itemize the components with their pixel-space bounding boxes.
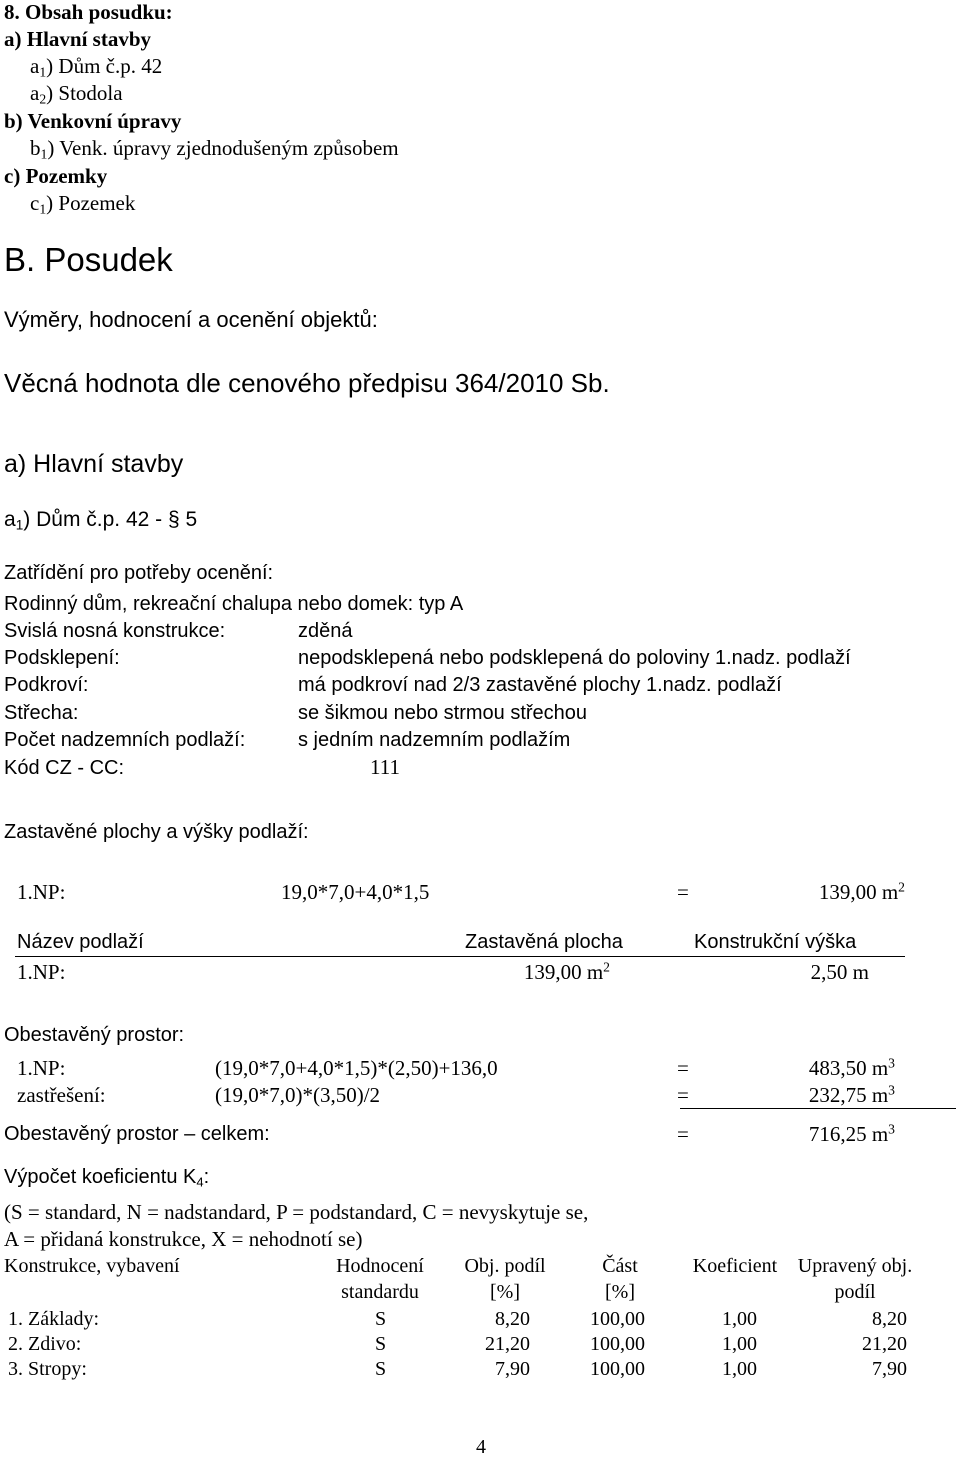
outline-b1: $b_1$) Venk. úpravy zjednodušeným způsobem [30, 136, 399, 162]
koeficient-legend-line2: A = přidaná konstrukce, X = nehodnotí se) [4, 1227, 363, 1251]
zatrideni-value: se šikmou nebo strmou střechou [298, 702, 588, 724]
obestaveny-row-eq: = [677, 1056, 689, 1080]
koef-row-upr: 21,20 [862, 1333, 907, 1355]
outline-a1: $a_1$) Dům č.p. 42 [30, 54, 163, 80]
outline-c-label: c) Pozemky [4, 164, 108, 188]
zastavene-np-eq: = [677, 880, 689, 904]
table-header-vyska: Konstrukční výška [694, 931, 857, 953]
koef-row-cast: 100,00 [590, 1333, 645, 1355]
zatrideni-value: nepodsklepená nebo podsklepená do poloviny 1.nadz. podlaží [298, 647, 851, 669]
table-row-area: 139,00 $m^2$ [523, 959, 610, 984]
table-row-name: 1.NP: [17, 960, 66, 984]
outline-a2: $a_2$) Stodola [30, 81, 123, 107]
koef-row-name: 1. Základy: [8, 1308, 100, 1330]
zatrideni-typ: Rodinný dům, rekreační chalupa nebo domek: typ A [4, 593, 464, 615]
koef-header-konstrukce: Konstrukce, vybavení [4, 1255, 180, 1277]
koef-header-hodnoceni: Hodnocení [336, 1255, 424, 1277]
zatrideni-value: s jedním nadzemním podlažím [298, 729, 571, 751]
outline-c1: $c_1$) Pozemek [30, 191, 136, 217]
obestaveny-row-formula: (19,0*7,0)*(3,50)/2 [215, 1083, 381, 1107]
koef-header-upraveny: Upravený obj. [797, 1255, 913, 1277]
zatrideni-label: Střecha: [4, 702, 79, 724]
koef-row-name: 3. Stropy: [8, 1358, 87, 1380]
koef-row-std: S [375, 1358, 387, 1380]
obestaveny-row-formula: (19,0*7,0+4,0*1,5)*(2,50)+136,0 [215, 1056, 498, 1080]
obestaveny-sum-rule [680, 1108, 956, 1109]
hlavni-stavby-heading: a) Hlavní stavby [4, 450, 184, 478]
table-row-height: 2,50 m [810, 960, 869, 984]
koef-header-obj-2: [%] [490, 1281, 520, 1303]
obestaveny-row-value: 483,50 $m^3$ [808, 1055, 895, 1080]
zatrideni-value: má podkroví nad 2/3 zastavěné plochy 1.nadz. podlaží [298, 674, 782, 696]
koef-header-obj: Obj. podíl [464, 1255, 546, 1277]
koef-row-name: 2. Zdivo: [8, 1333, 82, 1355]
koef-header-cast-2: [%] [605, 1281, 635, 1303]
outline-b-label: b) Venkovní úpravy [4, 109, 182, 133]
zatrideni-value: 111 [370, 755, 400, 779]
obestaveny-row-label: zastřešení: [17, 1083, 106, 1107]
koef-row-std: S [375, 1308, 387, 1330]
koef-header-cast: Část [602, 1255, 638, 1277]
page-number: 4 [476, 1436, 486, 1458]
zastavene-np-formula: 19,0*7,0+4,0*1,5 [281, 880, 430, 904]
zastavene-heading: Zastavěné plochy a výšky podlaží: [4, 821, 309, 843]
zastavene-np-label: 1.NP: [17, 880, 66, 904]
zatrideni-label: Kód CZ - CC: [4, 757, 125, 779]
obestaveny-total-value: 716,25 $m^3$ [808, 1121, 895, 1146]
zastavene-np-value: 139,00 $m^2$ [818, 879, 905, 904]
koef-row-upr: 8,20 [872, 1308, 907, 1330]
zatrideni-value: zděná [298, 620, 353, 642]
outline-a-label: a) Hlavní stavby [4, 27, 152, 51]
koef-row-koef: 1,00 [722, 1333, 757, 1355]
zatrideni-label: Svislá nosná konstrukce: [4, 620, 226, 642]
koeficient-legend-line1: (S = standard, N = nadstandard, P = podstandard, C = nevyskytuje se, [4, 1200, 589, 1224]
outline-heading: 8. Obsah posudku: [4, 0, 173, 24]
obestaveny-total-label: Obestavěný prostor – celkem: [4, 1123, 270, 1145]
koef-header-upraveny-2: podíl [834, 1281, 876, 1303]
table-header-nazev: Název podlaží [17, 931, 144, 953]
koef-row-obj: 7,90 [495, 1358, 530, 1380]
zatrideni-heading: Zatřídění pro potřeby ocenění: [4, 562, 274, 584]
koef-row-obj: 8,20 [495, 1308, 530, 1330]
koef-header-koeficient: Koeficient [692, 1255, 778, 1277]
obestaveny-row-label: 1.NP: [17, 1056, 66, 1080]
zatrideni-label: Počet nadzemních podlaží: [4, 729, 246, 751]
table-header-plocha: Zastavěná plocha [465, 931, 623, 953]
koef-header-hodnoceni-2: standardu [341, 1281, 419, 1303]
koef-row-cast: 100,00 [590, 1358, 645, 1380]
vymery-heading: Výměry, hodnocení a ocenění objektů: [4, 307, 378, 332]
posudek-title: B. Posudek [4, 241, 173, 278]
obestaveny-total-eq: = [677, 1122, 689, 1146]
koef-row-obj: 21,20 [485, 1333, 530, 1355]
koeficient-heading: Výpočet koeficientu $K_4$: [4, 1166, 210, 1190]
zatrideni-label: Podsklepení: [4, 647, 120, 669]
obestaveny-row-value: 232,75 $m^3$ [808, 1082, 895, 1107]
koef-row-cast: 100,00 [590, 1308, 645, 1330]
zatrideni-label: Podkroví: [4, 674, 89, 696]
koef-row-std: S [375, 1333, 387, 1355]
vecna-hodnota-heading: Věcná hodnota dle cenového předpisu 364/2010 Sb. [4, 368, 610, 398]
dum-heading: $a_1$) Dům č.p. 42 - § 5 [4, 508, 198, 533]
obestaveny-heading: Obestavěný prostor: [4, 1024, 185, 1046]
obestaveny-row-eq: = [677, 1083, 689, 1107]
koef-row-koef: 1,00 [722, 1358, 757, 1380]
table-header-rule [15, 956, 905, 957]
koef-row-koef: 1,00 [722, 1308, 757, 1330]
koef-row-upr: 7,90 [872, 1358, 907, 1380]
